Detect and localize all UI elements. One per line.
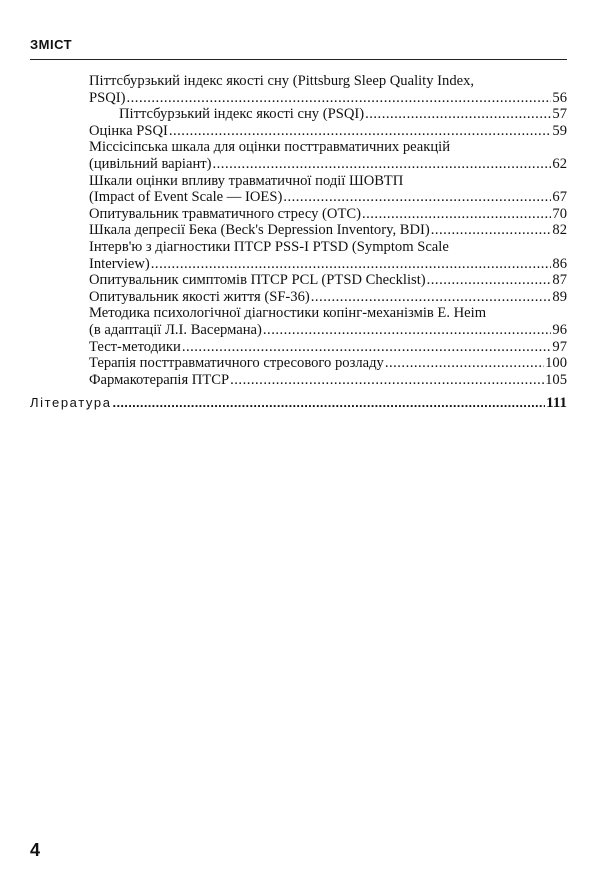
toc-leader-dots — [362, 206, 551, 223]
toc-page-number: 100 — [545, 355, 567, 372]
toc-entry-title: PSQI) — [89, 89, 126, 106]
toc-leader-dots — [127, 90, 552, 107]
toc-entry-title: Опитувальник симптомів ПТСР PCL (PTSD Checklist) — [89, 272, 426, 289]
toc-page-number: 82 — [552, 222, 567, 239]
toc-leader-dots — [182, 339, 552, 356]
toc-entry-title: (в адаптації Л.І. Васермана) — [89, 321, 262, 338]
toc-entry-title: Опитувальник якості життя (SF-36) — [89, 288, 310, 305]
toc-entry-test-methods[interactable] — [89, 339, 567, 356]
toc-entry-heim-coping[interactable] — [89, 305, 567, 338]
toc-page-number: 57 — [552, 106, 567, 123]
toc-entry-ptsd-therapy[interactable] — [89, 355, 567, 372]
toc-page-number: 59 — [552, 122, 567, 139]
toc-page-number: 105 — [545, 371, 567, 388]
toc-entry-psqi-assessment[interactable] — [89, 123, 567, 140]
header-rule — [30, 59, 567, 60]
toc-entry-title: Терапія посттравматичного стресового розладу — [89, 355, 384, 372]
toc-page-number: 89 — [552, 288, 567, 305]
toc-leader-dots — [427, 272, 552, 289]
toc-leader-dots — [213, 156, 552, 173]
toc-page-number: 56 — [552, 89, 567, 106]
toc-entry-title: Тест-методики — [89, 338, 181, 355]
toc-entry-sf36[interactable] — [89, 289, 567, 306]
toc-leader-dots — [283, 189, 551, 206]
toc-entry-ioes[interactable] — [89, 173, 567, 206]
toc-entry-title: (цивільний варіант) — [89, 155, 212, 172]
toc-page-number: 97 — [552, 338, 567, 355]
toc-page-number: 86 — [552, 255, 567, 272]
toc-page-number: 87 — [552, 272, 567, 289]
toc-leader-dots — [385, 355, 544, 372]
toc-page-number: 111 — [546, 395, 567, 411]
toc-entry-title: Шкала депресії Бека (Beck's Depression Inventory, BDI) — [89, 222, 430, 239]
toc-page-number: 96 — [552, 321, 567, 338]
toc-leader-dots — [311, 289, 552, 306]
toc-entry-title: Література — [30, 395, 112, 410]
toc-entry-title-line: Шкали оцінки впливу травматичної події ШОВТП — [89, 172, 404, 189]
toc-entry-pharmacotherapy[interactable] — [89, 372, 567, 389]
toc-entry-mississippi-scale[interactable] — [89, 139, 567, 172]
table-of-contents — [89, 73, 567, 388]
toc-entry-pcl[interactable] — [89, 272, 567, 289]
toc-entry-psqi-subsection[interactable] — [119, 106, 567, 123]
toc-entry-psqi-index[interactable] — [89, 73, 567, 106]
page-number: 4 — [30, 840, 41, 860]
toc-leader-dots — [169, 123, 552, 140]
toc-entry-title: Interview) — [89, 255, 150, 272]
toc-page-number: 70 — [552, 205, 567, 222]
toc-entry-title-line: Піттсбурзький індекс якості сну (Pittsburg Sleep Quality Index, — [89, 73, 475, 89]
toc-entry-title-line: Інтерв'ю з діагностики ПТСР PSS-I PTSD (Symptom Scale — [89, 238, 449, 255]
toc-leader-dots — [151, 256, 552, 273]
toc-entry-ots[interactable] — [89, 206, 567, 223]
toc-leader-dots — [431, 222, 552, 239]
toc-entry-title: Оцінка PSQI — [89, 122, 168, 139]
toc-leader-dots — [230, 372, 544, 389]
toc-entry-title: Опитувальник травматичного стресу (ОТС) — [89, 205, 361, 222]
toc-leader-dots — [365, 106, 551, 123]
toc-entry-title-line: Методика психологічної діагностики копінг-механізмів E. Heim — [89, 305, 487, 322]
toc-page-number: 62 — [552, 155, 567, 172]
toc-entry-pss-i[interactable] — [89, 239, 567, 272]
toc-entry-literature[interactable] — [30, 395, 567, 412]
toc-entry-bdi[interactable] — [89, 222, 567, 239]
toc-leader-dots — [113, 395, 546, 410]
toc-entry-title: (Impact of Event Scale — IOES) — [89, 189, 283, 206]
toc-entry-title-line: Міссісіпська шкала для оцінки посттравматичних реакцій — [89, 139, 451, 156]
toc-page-number: 67 — [552, 189, 567, 206]
toc-entry-title: Фармакотерапія ПТСР — [89, 371, 230, 388]
toc-entry-title: Піттсбурзький індекс якості сну (PSQI) — [119, 106, 365, 123]
toc-leader-dots — [263, 322, 552, 339]
running-head: ЗМІСТ — [30, 37, 73, 52]
